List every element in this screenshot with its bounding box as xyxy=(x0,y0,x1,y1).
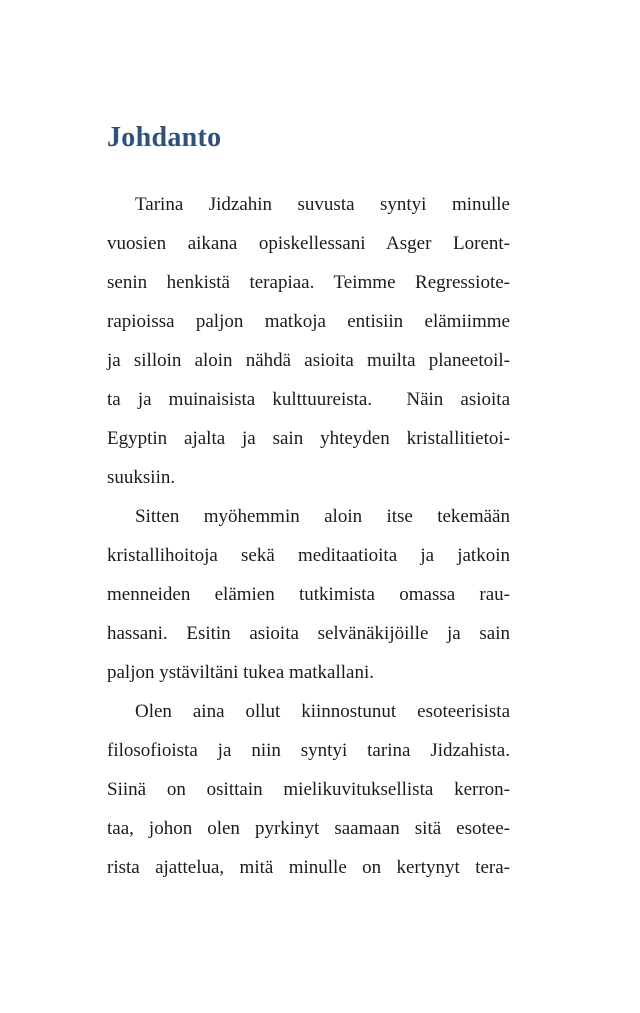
text-line: rapioissa paljon matkoja entisiin elämiimme xyxy=(107,311,510,332)
text-line: vuosien aikana opiskellessani Asger Lorent- xyxy=(107,233,510,254)
text-line: suuksiin. xyxy=(107,467,176,488)
text-line: ta ja muinaisista kulttuureista. Näin asioita xyxy=(107,389,510,410)
body-text xyxy=(107,185,510,887)
text-line: hassani. Esitin asioita selvänäkijöille ja sain xyxy=(107,623,510,644)
text-line: taa, johon olen pyrkinyt saamaan sitä esotee- xyxy=(107,818,510,839)
text-line: senin henkistä terapiaa. Teimme Regressiote- xyxy=(107,272,510,293)
text-line: kristallihoitoja sekä meditaatioita ja jatkoin xyxy=(107,545,510,566)
text-line: menneiden elämien tutkimista omassa rau- xyxy=(107,584,510,605)
text-line: Olen aina ollut kiinnostunut esoteerisista xyxy=(135,701,510,722)
paragraph xyxy=(107,497,510,692)
text-line: Tarina Jidzahin suvusta syntyi minulle xyxy=(135,194,510,215)
text-line: filosofioista ja niin syntyi tarina Jidzahista. xyxy=(107,740,510,761)
text-line: ja silloin aloin nähdä asioita muilta planeetoil- xyxy=(107,350,510,371)
text-line: Siinä on osittain mielikuvituksellista kerron- xyxy=(107,779,510,800)
text-line: Sitten myöhemmin aloin itse tekemään xyxy=(135,506,510,527)
page-content xyxy=(107,0,510,887)
text-line: paljon ystäviltäni tukea matkallani. xyxy=(107,662,374,683)
page-heading: Johdanto xyxy=(107,122,222,153)
paragraph xyxy=(107,692,510,887)
text-line: rista ajattelua, mitä minulle on kertynyt tera- xyxy=(107,857,510,878)
paragraph xyxy=(107,185,510,497)
text-line: Egyptin ajalta ja sain yhteyden kristallitietoi- xyxy=(107,428,510,449)
